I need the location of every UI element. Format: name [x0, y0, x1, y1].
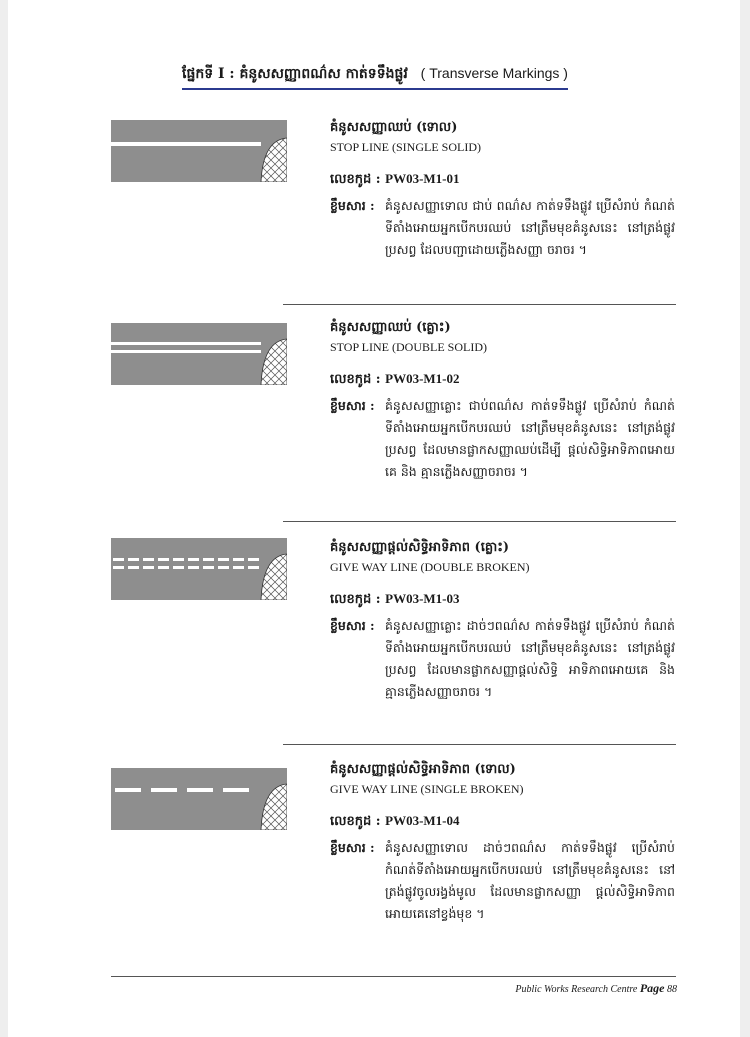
code-label: លេខកូដ :: [330, 814, 381, 829]
entry-divider: [283, 304, 676, 305]
description-text: គំនូសសញ្ញាទោល ដាច់ៗពណ៌ស កាត់ទទឹងផ្លូវ ប្រើសំរាប់ កំណត់ទីតាំងអោយអ្នកបើកបរឈប់ នៅត្រឹមមុខគំនូសនេះ នៅត្រង់ផ្លូវចូលរង្វង់មូល ដែលមានផ្លាកសញ្ញា ផ្ដល់សិទ្ធិអាទិភាពអោយគេនៅខ្វង់មុខ ។: [385, 840, 675, 921]
page-footer: [515, 981, 677, 996]
code-value: PW03-M1-02: [385, 371, 460, 386]
entry-text: [330, 118, 675, 261]
footer-page-label: Page: [639, 981, 665, 995]
section-title: [182, 64, 568, 90]
entry-text: [330, 760, 675, 925]
description-label: ខ្លឹមសារ :: [330, 198, 375, 213]
description-row: [330, 395, 675, 483]
entry-text: [330, 538, 675, 703]
code-row: [330, 170, 675, 189]
code-row: [330, 590, 675, 609]
give-way-single-figure: [111, 768, 287, 830]
code-label: លេខកូដ :: [330, 372, 381, 387]
section-title-en: ( Transverse Markings ): [420, 65, 568, 81]
entry-title-kh: គំនូសសញ្ញាឈប់ (គ្លោះ): [330, 320, 451, 335]
description-label: ខ្លឹមសារ :: [330, 618, 375, 633]
section-header: [0, 64, 750, 90]
give-way-double-figure: [111, 538, 287, 600]
entry-title-kh: គំនូសសញ្ញាផ្ដល់សិទ្ធិអាទិភាព (ទោល): [330, 762, 516, 777]
description-label: ខ្លឹមសារ :: [330, 840, 375, 855]
stop-line-single-figure: [111, 120, 287, 182]
description-text: គំនូសសញ្ញាទោល ជាប់ ពណ៌ស កាត់ទទឹងផ្លូវ ប្រើសំរាប់ កំណត់ទីតាំងអោយអ្នកបើកបរឈប់ នៅត្រឹមមុខគំនូសនេះ នៅត្រង់ផ្លូវប្រសព្វ ដែលបញ្ជាដោយភ្លើងសញ្ញា ចរាចរ ។: [385, 198, 675, 257]
entry-title-en: STOP LINE (SINGLE SOLID): [330, 140, 481, 154]
entry-title-en: GIVE WAY LINE (SINGLE BROKEN): [330, 782, 524, 796]
description-row: [330, 195, 675, 261]
entry-title-en: STOP LINE (DOUBLE SOLID): [330, 340, 487, 354]
description-label: ខ្លឹមសារ :: [330, 398, 375, 413]
code-label: លេខកូដ :: [330, 172, 381, 187]
entry-divider: [283, 744, 676, 745]
code-row: [330, 370, 675, 389]
entry-divider: [283, 521, 676, 522]
description-row: [330, 837, 675, 925]
entry-title-en: GIVE WAY LINE (DOUBLE BROKEN): [330, 560, 530, 574]
footer-org: Public Works Research Centre: [515, 984, 638, 995]
code-row: [330, 812, 675, 831]
entry-title-kh: គំនូសសញ្ញាឈប់ (ទោល): [330, 120, 458, 135]
code-value: PW03-M1-04: [385, 813, 460, 828]
description-text: គំនូសសញ្ញាគ្លោះ ដាច់ៗពណ៌ស កាត់ទទឹងផ្លូវ ប្រើសំរាប់ កំណត់ទីតាំងអោយអ្នកបើកបរឈប់ នៅត្រឹមមុខគំនូសនេះ នៅត្រង់ផ្លូវប្រសព្វ ដែលមានផ្លាកសញ្ញាផ្ដល់សិទ្ធិ អាទិភាពអោយគេ និង គ្មានភ្លើងសញ្ញាចរាចរ ។: [385, 618, 675, 699]
entry-text: [330, 318, 675, 483]
footer-divider: [111, 976, 676, 977]
code-label: លេខកូដ :: [330, 592, 381, 607]
section-title-kh: ផ្នែកទី I : គំនូសសញ្ញាពណ៌ស កាត់ទទឹងផ្លូវ: [182, 66, 408, 82]
stop-line-double-figure: [111, 323, 287, 385]
code-value: PW03-M1-03: [385, 591, 460, 606]
footer-page-number: 88: [667, 984, 677, 995]
description-text: គំនូសសញ្ញាគ្លោះ ជាប់ពណ៌ស កាត់ទទឹងផ្លូវ ប្រើសំរាប់ កំណត់ទីតាំងអោយអ្នកបើកបរឈប់ នៅត្រឹមមុខគំនូសនេះ នៅត្រង់ផ្លូវប្រសព្វ ដែលមានផ្លាកសញ្ញាឈប់ដើម្បី ផ្ដល់សិទ្ធិអាទិភាពអោយគេ និង គ្មានភ្លើងសញ្ញាចរាចរ ។: [385, 398, 675, 479]
code-value: PW03-M1-01: [385, 171, 460, 186]
description-row: [330, 615, 675, 703]
entry-title-kh: គំនូសសញ្ញាផ្ដល់សិទ្ធិអាទិភាព (គ្លោះ): [330, 540, 510, 555]
